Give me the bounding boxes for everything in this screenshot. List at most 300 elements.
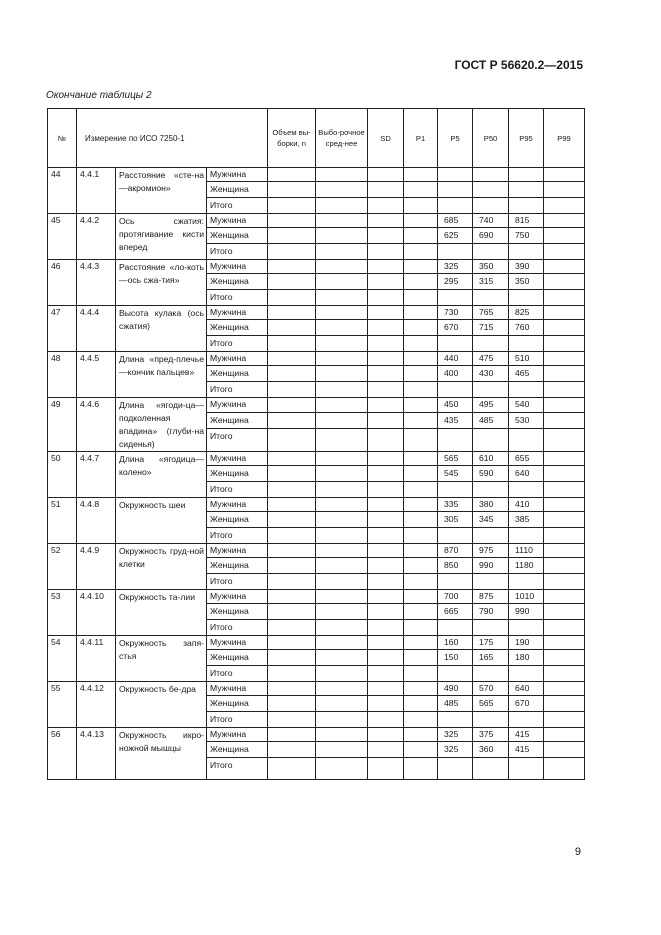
p5-value	[438, 198, 473, 214]
p99-value	[544, 429, 585, 452]
empty-cell	[368, 544, 404, 558]
p99-value	[544, 198, 585, 214]
empty-cell	[368, 214, 404, 228]
iso-code: 4.4.12	[77, 682, 116, 728]
p50-value: 375	[473, 728, 509, 742]
empty-cell	[368, 198, 404, 214]
empty-cell	[368, 528, 404, 544]
sex-label: Итого	[207, 482, 268, 498]
p5-value	[438, 336, 473, 352]
p95-value: 990	[509, 604, 544, 620]
empty-cell	[368, 604, 404, 620]
measurement-name: Длина «пред-плечье—кончик пальцев»	[116, 352, 207, 398]
sex-label: Мужчина	[207, 590, 268, 604]
empty-cell	[316, 482, 368, 498]
empty-cell	[268, 590, 316, 604]
p95-value	[509, 182, 544, 198]
empty-cell	[316, 452, 368, 466]
sex-label: Женщина	[207, 228, 268, 244]
sex-label: Итого	[207, 620, 268, 636]
empty-cell	[404, 620, 438, 636]
p50-value	[473, 336, 509, 352]
row-number: 47	[48, 306, 77, 352]
p50-value: 570	[473, 682, 509, 696]
p50-value: 590	[473, 466, 509, 482]
p95-value	[509, 290, 544, 306]
empty-cell	[404, 558, 438, 574]
empty-cell	[404, 590, 438, 604]
p95-value: 670	[509, 696, 544, 712]
p99-value	[544, 482, 585, 498]
empty-cell	[404, 666, 438, 682]
empty-cell	[404, 728, 438, 742]
empty-cell	[268, 412, 316, 429]
p50-value: 485	[473, 412, 509, 429]
empty-cell	[268, 168, 316, 182]
p95-value: 815	[509, 214, 544, 228]
p95-value	[509, 244, 544, 260]
sex-label: Женщина	[207, 604, 268, 620]
empty-cell	[316, 429, 368, 452]
p99-value	[544, 712, 585, 728]
sex-label: Женщина	[207, 650, 268, 666]
p50-value: 740	[473, 214, 509, 228]
empty-cell	[268, 336, 316, 352]
measurement-name: Высота кулака (ось сжатия)	[116, 306, 207, 352]
empty-cell	[316, 306, 368, 320]
empty-cell	[268, 429, 316, 452]
empty-cell	[404, 696, 438, 712]
row-number: 52	[48, 544, 77, 590]
p99-value	[544, 682, 585, 696]
empty-cell	[404, 228, 438, 244]
p50-value: 350	[473, 260, 509, 274]
p95-value	[509, 758, 544, 780]
p50-value: 875	[473, 590, 509, 604]
p50-value: 165	[473, 650, 509, 666]
p50-value	[473, 482, 509, 498]
p50-value	[473, 290, 509, 306]
sex-label: Итого	[207, 198, 268, 214]
empty-cell	[404, 412, 438, 429]
p99-value	[544, 412, 585, 429]
measurement-name: Ось сжатия: протягивание кисти вперед	[116, 214, 207, 260]
p95-value: 190	[509, 636, 544, 650]
p5-value: 485	[438, 696, 473, 712]
empty-cell	[404, 214, 438, 228]
empty-cell	[368, 558, 404, 574]
p50-value	[473, 528, 509, 544]
empty-cell	[368, 682, 404, 696]
document-code: ГОСТ Р 56620.2—2015	[454, 58, 583, 72]
p99-value	[544, 604, 585, 620]
empty-cell	[268, 366, 316, 382]
p50-value: 360	[473, 742, 509, 758]
sex-label: Мужчина	[207, 452, 268, 466]
p99-value	[544, 306, 585, 320]
empty-cell	[368, 728, 404, 742]
empty-cell	[368, 290, 404, 306]
col-volume: Объем вы-борки, n	[268, 109, 316, 168]
sex-label: Женщина	[207, 366, 268, 382]
p99-value	[544, 728, 585, 742]
p50-value: 990	[473, 558, 509, 574]
sex-label: Итого	[207, 382, 268, 398]
empty-cell	[404, 198, 438, 214]
empty-cell	[368, 429, 404, 452]
empty-cell	[368, 482, 404, 498]
empty-cell	[316, 382, 368, 398]
sex-label: Мужчина	[207, 682, 268, 696]
empty-cell	[316, 512, 368, 528]
empty-cell	[316, 558, 368, 574]
page-number: 9	[574, 846, 581, 858]
anthropometry-table	[47, 108, 585, 780]
p99-value	[544, 742, 585, 758]
empty-cell	[316, 320, 368, 336]
empty-cell	[268, 558, 316, 574]
p95-value: 415	[509, 742, 544, 758]
p5-value	[438, 182, 473, 198]
sex-label: Мужчина	[207, 636, 268, 650]
p5-value	[438, 244, 473, 260]
row-number: 55	[48, 682, 77, 728]
p95-value	[509, 198, 544, 214]
empty-cell	[268, 352, 316, 366]
empty-cell	[316, 666, 368, 682]
p50-value	[473, 758, 509, 780]
sex-label: Женщина	[207, 274, 268, 290]
p5-value	[438, 666, 473, 682]
p5-value	[438, 429, 473, 452]
empty-cell	[368, 168, 404, 182]
iso-code: 4.4.13	[77, 728, 116, 780]
p99-value	[544, 182, 585, 198]
iso-code: 4.4.11	[77, 636, 116, 682]
col-sd: SD	[368, 109, 404, 168]
table-caption: Окончание таблицы 2	[46, 90, 152, 101]
empty-cell	[368, 696, 404, 712]
iso-code: 4.4.5	[77, 352, 116, 398]
measurement-name: Окружность та-лии	[116, 590, 207, 636]
p95-value	[509, 528, 544, 544]
p99-value	[544, 228, 585, 244]
empty-cell	[316, 590, 368, 604]
p95-value: 1110	[509, 544, 544, 558]
empty-cell	[404, 168, 438, 182]
empty-cell	[368, 412, 404, 429]
p50-value: 790	[473, 604, 509, 620]
measurement-name: Расстояние «ло-коть—ось сжа-тия»	[116, 260, 207, 306]
empty-cell	[316, 498, 368, 512]
empty-cell	[316, 336, 368, 352]
p99-value	[544, 244, 585, 260]
p5-value: 435	[438, 412, 473, 429]
empty-cell	[316, 650, 368, 666]
empty-cell	[404, 528, 438, 544]
p50-value: 495	[473, 398, 509, 413]
p99-value	[544, 636, 585, 650]
empty-cell	[368, 650, 404, 666]
empty-cell	[368, 590, 404, 604]
p99-value	[544, 260, 585, 274]
row-number: 44	[48, 168, 77, 214]
p99-value	[544, 452, 585, 466]
p99-value	[544, 512, 585, 528]
sex-label: Итого	[207, 574, 268, 590]
p99-value	[544, 574, 585, 590]
sex-label: Женщина	[207, 512, 268, 528]
empty-cell	[404, 320, 438, 336]
p95-value: 530	[509, 412, 544, 429]
p95-value	[509, 336, 544, 352]
empty-cell	[268, 398, 316, 413]
sex-label: Итого	[207, 244, 268, 260]
p99-value	[544, 696, 585, 712]
col-no: №	[48, 109, 77, 168]
table-row	[48, 398, 585, 413]
empty-cell	[316, 712, 368, 728]
empty-cell	[404, 452, 438, 466]
p5-value: 565	[438, 452, 473, 466]
table-row	[48, 306, 585, 320]
empty-cell	[404, 429, 438, 452]
p5-value: 450	[438, 398, 473, 413]
p5-value: 440	[438, 352, 473, 366]
p50-value: 175	[473, 636, 509, 650]
p99-value	[544, 382, 585, 398]
p5-value	[438, 528, 473, 544]
p95-value: 390	[509, 260, 544, 274]
p99-value	[544, 290, 585, 306]
empty-cell	[368, 620, 404, 636]
col-p99: P99	[544, 109, 585, 168]
empty-cell	[268, 214, 316, 228]
empty-cell	[368, 636, 404, 650]
p5-value	[438, 574, 473, 590]
p95-value: 1010	[509, 590, 544, 604]
table-row	[48, 728, 585, 742]
measurement-name: Длина «ягоди-ца—подколенная впадина» (глуби-на сиденья)	[116, 398, 207, 452]
p95-value: 350	[509, 274, 544, 290]
empty-cell	[404, 512, 438, 528]
empty-cell	[268, 260, 316, 274]
sex-label: Итого	[207, 290, 268, 306]
table-row	[48, 682, 585, 696]
p95-value	[509, 482, 544, 498]
sex-label: Итого	[207, 712, 268, 728]
empty-cell	[404, 290, 438, 306]
p50-value	[473, 168, 509, 182]
empty-cell	[268, 682, 316, 696]
measurement-name: Окружность груд-ной клетки	[116, 544, 207, 590]
p50-value: 565	[473, 696, 509, 712]
empty-cell	[316, 758, 368, 780]
p95-value	[509, 712, 544, 728]
iso-code: 4.4.3	[77, 260, 116, 306]
p99-value	[544, 620, 585, 636]
table-row	[48, 498, 585, 512]
p5-value: 160	[438, 636, 473, 650]
empty-cell	[368, 666, 404, 682]
empty-cell	[316, 528, 368, 544]
p5-value: 545	[438, 466, 473, 482]
sex-label: Мужчина	[207, 306, 268, 320]
p95-value	[509, 574, 544, 590]
p5-value: 325	[438, 742, 473, 758]
empty-cell	[368, 336, 404, 352]
p5-value: 400	[438, 366, 473, 382]
p99-value	[544, 336, 585, 352]
empty-cell	[404, 498, 438, 512]
empty-cell	[404, 366, 438, 382]
sex-label: Мужчина	[207, 260, 268, 274]
empty-cell	[404, 758, 438, 780]
empty-cell	[368, 712, 404, 728]
table-row	[48, 214, 585, 228]
empty-cell	[316, 398, 368, 413]
p50-value: 430	[473, 366, 509, 382]
empty-cell	[316, 544, 368, 558]
empty-cell	[368, 274, 404, 290]
p95-value: 750	[509, 228, 544, 244]
p95-value	[509, 620, 544, 636]
empty-cell	[268, 742, 316, 758]
empty-cell	[316, 352, 368, 366]
p50-value: 715	[473, 320, 509, 336]
header-row	[48, 109, 585, 168]
p99-value	[544, 168, 585, 182]
empty-cell	[316, 696, 368, 712]
empty-cell	[368, 244, 404, 260]
p5-value	[438, 620, 473, 636]
p5-value: 325	[438, 260, 473, 274]
p99-value	[544, 466, 585, 482]
sex-label: Женщина	[207, 320, 268, 336]
p50-value	[473, 382, 509, 398]
p5-value: 295	[438, 274, 473, 290]
empty-cell	[268, 544, 316, 558]
p99-value	[544, 650, 585, 666]
col-p5: P5	[438, 109, 473, 168]
p50-value	[473, 182, 509, 198]
p95-value: 180	[509, 650, 544, 666]
p50-value	[473, 198, 509, 214]
empty-cell	[268, 666, 316, 682]
row-number: 56	[48, 728, 77, 780]
sex-label: Итого	[207, 666, 268, 682]
empty-cell	[268, 728, 316, 742]
empty-cell	[368, 466, 404, 482]
p5-value: 685	[438, 214, 473, 228]
iso-code: 4.4.2	[77, 214, 116, 260]
p5-value: 700	[438, 590, 473, 604]
empty-cell	[268, 182, 316, 198]
measurement-name: Окружность шеи	[116, 498, 207, 544]
p95-value: 655	[509, 452, 544, 466]
sex-label: Мужчина	[207, 398, 268, 413]
empty-cell	[404, 544, 438, 558]
empty-cell	[268, 636, 316, 650]
empty-cell	[368, 306, 404, 320]
empty-cell	[368, 382, 404, 398]
empty-cell	[368, 498, 404, 512]
p5-value	[438, 482, 473, 498]
sex-label: Итого	[207, 528, 268, 544]
empty-cell	[316, 168, 368, 182]
col-p1: P1	[404, 109, 438, 168]
empty-cell	[404, 482, 438, 498]
sex-label: Мужчина	[207, 498, 268, 512]
empty-cell	[404, 382, 438, 398]
sex-label: Мужчина	[207, 352, 268, 366]
p99-value	[544, 398, 585, 413]
p5-value: 490	[438, 682, 473, 696]
measurement-name: Расстояние «сте-на—акромион»	[116, 168, 207, 214]
empty-cell	[268, 650, 316, 666]
p99-value	[544, 666, 585, 682]
empty-cell	[268, 574, 316, 590]
p5-value	[438, 168, 473, 182]
empty-cell	[316, 198, 368, 214]
p99-value	[544, 590, 585, 604]
empty-cell	[268, 482, 316, 498]
empty-cell	[404, 306, 438, 320]
p50-value: 380	[473, 498, 509, 512]
p5-value: 335	[438, 498, 473, 512]
p50-value: 690	[473, 228, 509, 244]
empty-cell	[404, 274, 438, 290]
empty-cell	[268, 528, 316, 544]
empty-cell	[316, 182, 368, 198]
p99-value	[544, 498, 585, 512]
empty-cell	[404, 604, 438, 620]
p95-value: 640	[509, 682, 544, 696]
empty-cell	[368, 366, 404, 382]
p95-value: 540	[509, 398, 544, 413]
empty-cell	[268, 452, 316, 466]
table-row	[48, 452, 585, 466]
p50-value	[473, 429, 509, 452]
row-number: 48	[48, 352, 77, 398]
measurement-name: Окружность бе-дра	[116, 682, 207, 728]
row-number: 53	[48, 590, 77, 636]
p99-value	[544, 214, 585, 228]
empty-cell	[368, 260, 404, 274]
empty-cell	[268, 758, 316, 780]
empty-cell	[368, 320, 404, 336]
p95-value: 510	[509, 352, 544, 366]
row-number: 50	[48, 452, 77, 498]
empty-cell	[316, 728, 368, 742]
empty-cell	[368, 758, 404, 780]
table-body	[48, 168, 585, 780]
iso-code: 4.4.4	[77, 306, 116, 352]
p50-value: 975	[473, 544, 509, 558]
p5-value: 730	[438, 306, 473, 320]
col-mean: Выбо-рочное сред-нее	[316, 109, 368, 168]
empty-cell	[268, 466, 316, 482]
iso-code: 4.4.1	[77, 168, 116, 214]
row-number: 51	[48, 498, 77, 544]
sex-label: Женщина	[207, 182, 268, 198]
empty-cell	[404, 352, 438, 366]
empty-cell	[316, 636, 368, 650]
table-row	[48, 590, 585, 604]
p95-value: 640	[509, 466, 544, 482]
empty-cell	[316, 228, 368, 244]
row-number: 49	[48, 398, 77, 452]
